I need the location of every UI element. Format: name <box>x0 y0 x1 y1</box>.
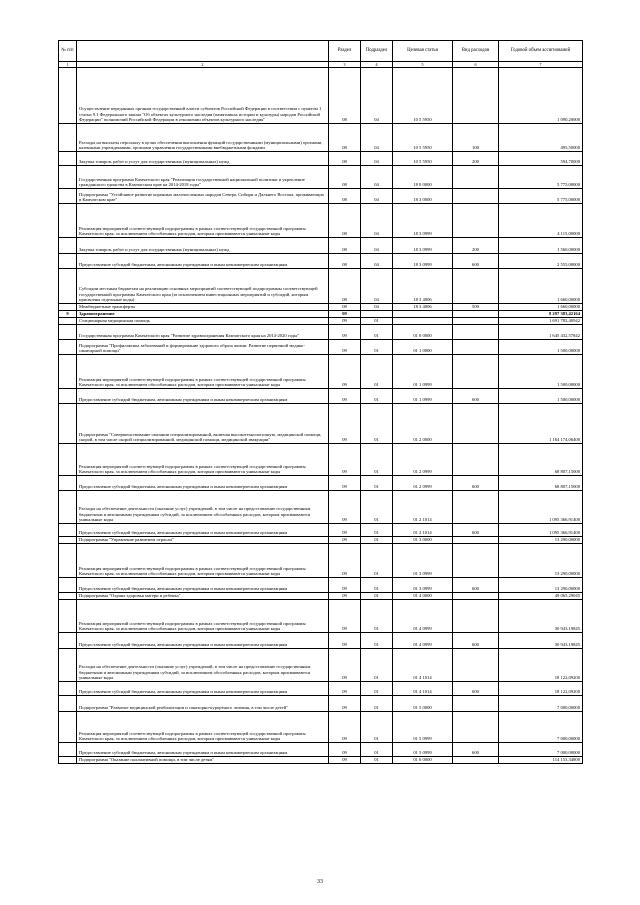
row-name: Расходы на обеспечение деятельности (оказание услуг) учреждений, в том числе на предоставление государственным бюджетным и автономным учреждениям субсидий, за исключением обособленных расходов, которым присваиваются уникальные коды <box>77 649 329 682</box>
table-row <box>59 712 583 743</box>
row-name: Подпрограмма "Охрана здоровья матери и ребенка" <box>77 593 329 600</box>
row-expense-type <box>453 444 499 476</box>
row-amount: 7 000,00000 <box>499 712 583 743</box>
row-razdel: 09 <box>329 537 361 544</box>
row-podrazdel: 01 <box>361 476 393 491</box>
row-target-article: 18 3 0999 <box>393 204 453 238</box>
row-razdel: 09 <box>329 682 361 696</box>
row-podrazdel: 01 <box>361 600 393 633</box>
table-row <box>59 269 583 304</box>
row-number <box>59 189 77 204</box>
row-expense-type <box>453 311 499 318</box>
row-name: Реализация мероприятий соответствующей подпрограммы в рамках соответствующей государственной программы Камчатского края, за исключением обособленных расходов, которым присваиваются уникальные коды <box>77 544 329 578</box>
row-target-article: 01 2 0999 <box>393 444 453 476</box>
row-razdel: 09 <box>329 633 361 649</box>
page-number: 33 <box>317 879 323 885</box>
row-razdel: 09 <box>329 593 361 600</box>
column-index: 3 <box>329 62 361 68</box>
row-target-article: 18 0 0000 <box>393 166 453 189</box>
row-number <box>59 600 77 633</box>
row-amount: 18 122,09200 <box>499 649 583 682</box>
row-razdel: 09 <box>329 318 361 325</box>
row-target-article: 01 1 0999 <box>393 389 453 404</box>
row-target-article: 01 3 0999 <box>393 578 453 593</box>
row-amount: 2 555,00000 <box>499 254 583 269</box>
row-name: Предоставление субсидий бюджетным, автономным учреждениям и иным некоммерческим организациям <box>77 476 329 491</box>
row-expense-type <box>453 649 499 682</box>
row-number <box>59 682 77 696</box>
row-amount: 1 500,00000 <box>499 389 583 404</box>
row-name: Межбюджетные трансферты <box>77 304 329 311</box>
row-name: Реализация мероприятий соответствующей подпрограммы в рамках соответствующей государственной программы Камчатского края, за исключением обособленных расходов, которым присваиваются уникальные коды <box>77 712 329 743</box>
budget-page <box>58 40 582 764</box>
header-podrazdel: Подраздел <box>361 41 393 62</box>
table-row <box>59 124 583 152</box>
column-index: 6 <box>453 62 499 68</box>
row-target-article: 01 1 0999 <box>393 355 453 389</box>
table-row <box>59 600 583 633</box>
row-expense-type <box>453 600 499 633</box>
row-razdel: 09 <box>329 743 361 757</box>
row-amount: 13 290,00000 <box>499 544 583 578</box>
row-amount: 594,70000 <box>499 152 583 166</box>
table-row <box>59 476 583 491</box>
row-name: Подпрограмма "Управление развитием отрасли" <box>77 537 329 544</box>
row-name: Закупка товаров, работ и услуг для государственных (муниципальных) нужд <box>77 152 329 166</box>
row-expense-type: 200 <box>453 238 499 254</box>
row-expense-type: 600 <box>453 389 499 404</box>
row-number: 9 <box>59 311 77 318</box>
row-number <box>59 649 77 682</box>
row-expense-type <box>453 166 499 189</box>
row-number <box>59 355 77 389</box>
row-expense-type: 500 <box>453 304 499 311</box>
table-row <box>59 537 583 544</box>
row-razdel: 08 <box>329 68 361 124</box>
row-podrazdel: 01 <box>361 682 393 696</box>
row-podrazdel: 01 <box>361 318 393 325</box>
row-name: Подпрограмма "Совершенствование оказания специализированной, включая высокотехнологичную, медицинской помощи, скорой, в том числе скорой специализированной, медицинской помощи, медицинской эвакуации" <box>77 404 329 444</box>
header-num: № п/п <box>59 41 77 62</box>
row-expense-type <box>453 404 499 444</box>
table-row <box>59 649 583 682</box>
row-razdel: 09 <box>329 444 361 476</box>
row-number <box>59 712 77 743</box>
row-target-article: 01 6 0000 <box>393 757 453 764</box>
row-amount: 18 122,09200 <box>499 682 583 696</box>
row-razdel: 08 <box>329 124 361 152</box>
row-razdel: 08 <box>329 238 361 254</box>
row-razdel: 09 <box>329 578 361 593</box>
row-amount: 30 943,19845 <box>499 600 583 633</box>
table-row <box>59 544 583 578</box>
row-expense-type <box>453 204 499 238</box>
row-number <box>59 491 77 524</box>
row-expense-type <box>453 355 499 389</box>
header-target-article: Целевая статья <box>393 41 453 62</box>
row-podrazdel: 01 <box>361 649 393 682</box>
row-razdel: 08 <box>329 189 361 204</box>
row-number <box>59 444 77 476</box>
row-name: Расходы на выплаты персоналу в целях обеспечения выполнения функций государственными (муниципальными) органами, казенными учреждениями, органами управления государственными внебюджетными фондами <box>77 124 329 152</box>
row-target-article: 01 2 1014 <box>393 491 453 524</box>
row-name: Подпрограмма "Оказание паллиативной помощи, в том числе детям" <box>77 757 329 764</box>
row-amount: 8 297 383,42164 <box>499 311 583 318</box>
row-podrazdel: 04 <box>361 254 393 269</box>
row-amount: 1 095 366,91400 <box>499 491 583 524</box>
row-podrazdel: 01 <box>361 389 393 404</box>
row-expense-type <box>453 68 499 124</box>
row-expense-type: 600 <box>453 578 499 593</box>
row-amount: 1 645 432,57842 <box>499 325 583 340</box>
table-row <box>59 304 583 311</box>
row-podrazdel: 04 <box>361 68 393 124</box>
row-target-article: 01 2 0999 <box>393 476 453 491</box>
table-row <box>59 318 583 325</box>
row-target-article <box>393 311 453 318</box>
row-expense-type <box>453 318 499 325</box>
row-number <box>59 166 77 189</box>
table-row <box>59 444 583 476</box>
row-podrazdel: 01 <box>361 444 393 476</box>
row-number <box>59 204 77 238</box>
row-podrazdel: 01 <box>361 757 393 764</box>
row-podrazdel: 04 <box>361 189 393 204</box>
row-podrazdel: 01 <box>361 355 393 389</box>
row-target-article: 01 2 1014 <box>393 524 453 537</box>
row-name: Расходы на обеспечение деятельности (оказание услуг) учреждений, в том числе на предоставление государственным бюджетным и автономным учреждениям субсидий, за исключением обособленных расходов, которым присваиваются уникальные коды <box>77 491 329 524</box>
row-razdel: 09 <box>329 649 361 682</box>
row-number <box>59 254 77 269</box>
row-expense-type <box>453 269 499 304</box>
row-expense-type <box>453 491 499 524</box>
table-row <box>59 254 583 269</box>
row-podrazdel: 04 <box>361 152 393 166</box>
row-razdel: 09 <box>329 311 361 318</box>
table-body <box>59 68 583 764</box>
row-target-article: 01 4 0000 <box>393 593 453 600</box>
table-header-row <box>59 41 583 62</box>
row-expense-type <box>453 712 499 743</box>
row-podrazdel: 01 <box>361 537 393 544</box>
table-row <box>59 696 583 712</box>
row-target-article: 18 3 0999 <box>393 254 453 269</box>
table-row <box>59 68 583 124</box>
row-podrazdel: 01 <box>361 404 393 444</box>
row-razdel: 09 <box>329 600 361 633</box>
table-row <box>59 152 583 166</box>
row-amount: 49 065,29045 <box>499 593 583 600</box>
row-number <box>59 152 77 166</box>
row-name: Предоставление субсидий бюджетным, автономным учреждениям и иным некоммерческим организациям <box>77 578 329 593</box>
row-target-article: 01 2 0000 <box>393 404 453 444</box>
row-number <box>59 325 77 340</box>
table-row <box>59 389 583 404</box>
row-razdel: 09 <box>329 476 361 491</box>
row-target-article: 01 0 0000 <box>393 325 453 340</box>
table-row <box>59 340 583 355</box>
row-podrazdel: 01 <box>361 593 393 600</box>
row-target-article: 18 3 0999 <box>393 238 453 254</box>
row-name: Осуществление переданных органам государственной власти субъектов Российской Федерации в соответствии с пунктом 1 статьи 9.1 Федерального закона "Об объектах культурного наследия (памятниках истории и культуры) народов Российской Федерации" полномочий Российской Федерации в отношении объектов культурного наследия" <box>77 68 329 124</box>
row-amount: 1 095 366,91400 <box>499 524 583 537</box>
row-target-article: 10 5 5950 <box>393 152 453 166</box>
row-number <box>59 304 77 311</box>
row-amount: 5 775,00000 <box>499 189 583 204</box>
row-podrazdel: 01 <box>361 578 393 593</box>
row-razdel: 09 <box>329 389 361 404</box>
row-number <box>59 524 77 537</box>
row-podrazdel <box>361 311 393 318</box>
row-target-article <box>393 318 453 325</box>
row-target-article: 01 5 0999 <box>393 743 453 757</box>
row-razdel: 09 <box>329 524 361 537</box>
row-expense-type <box>453 325 499 340</box>
row-number <box>59 404 77 444</box>
row-razdel: 08 <box>329 204 361 238</box>
column-index: 2 <box>77 62 329 68</box>
row-podrazdel: 04 <box>361 204 393 238</box>
row-amount: 68 807,15000 <box>499 476 583 491</box>
row-target-article: 10 5 5950 <box>393 68 453 124</box>
row-name: Предоставление субсидий бюджетным, автономным учреждениям и иным некоммерческим организациям <box>77 743 329 757</box>
row-name: Здравоохранение <box>77 311 329 318</box>
row-expense-type <box>453 696 499 712</box>
column-index: 1 <box>59 62 77 68</box>
row-podrazdel: 01 <box>361 544 393 578</box>
header-razdel: Раздел <box>329 41 361 62</box>
budget-table <box>58 40 583 764</box>
row-razdel: 09 <box>329 712 361 743</box>
row-razdel: 09 <box>329 544 361 578</box>
row-expense-type: 600 <box>453 743 499 757</box>
row-name: Реализация мероприятий соответствующей подпрограммы в рамках соответствующей государственной программы Камчатского края, за исключением обособленных расходов, которым присваиваются уникальные коды <box>77 600 329 633</box>
table-row <box>59 238 583 254</box>
row-amount: 30 943,19845 <box>499 633 583 649</box>
row-expense-type <box>453 537 499 544</box>
row-amount: 13 290,00000 <box>499 578 583 593</box>
row-name: Подпрограмма "Устойчивое развитие коренных малочисленных народов Севера, Сибири и Дальнего Востока, проживающих в Камчатском крае" <box>77 189 329 204</box>
row-number <box>59 578 77 593</box>
header-annual-amount: Годовой объем ассигнований <box>499 41 583 62</box>
row-number <box>59 743 77 757</box>
row-expense-type: 200 <box>453 152 499 166</box>
row-target-article: 01 5 0999 <box>393 712 453 743</box>
row-podrazdel: 04 <box>361 269 393 304</box>
row-name: Государственная программа Камчатского края "Развитие здравоохранения Камчатского края на 2014-2020 годы" <box>77 325 329 340</box>
row-expense-type <box>453 189 499 204</box>
row-target-article: 18 3 4006 <box>393 304 453 311</box>
row-number <box>59 318 77 325</box>
row-razdel: 08 <box>329 304 361 311</box>
row-amount: 1 090,20000 <box>499 68 583 124</box>
table-row <box>59 593 583 600</box>
row-podrazdel: 04 <box>361 238 393 254</box>
row-podrazdel: 01 <box>361 743 393 757</box>
row-amount: 7 000,00000 <box>499 696 583 712</box>
row-podrazdel: 01 <box>361 340 393 355</box>
row-amount: 13 290,00000 <box>499 537 583 544</box>
row-amount: 1 560,00000 <box>499 238 583 254</box>
row-podrazdel: 04 <box>361 166 393 189</box>
header-name <box>77 41 329 62</box>
row-razdel: 09 <box>329 340 361 355</box>
column-index: 7 <box>499 62 583 68</box>
row-razdel: 08 <box>329 152 361 166</box>
row-razdel: 09 <box>329 696 361 712</box>
row-expense-type: 600 <box>453 524 499 537</box>
row-name: Предоставление субсидий бюджетным, автономным учреждениям и иным некоммерческим организациям <box>77 682 329 696</box>
row-target-article: 01 4 1014 <box>393 649 453 682</box>
row-podrazdel: 04 <box>361 124 393 152</box>
table-row <box>59 757 583 764</box>
row-expense-type <box>453 544 499 578</box>
row-expense-type <box>453 340 499 355</box>
row-target-article: 18 3 4006 <box>393 269 453 304</box>
row-amount: 68 807,15000 <box>499 444 583 476</box>
row-podrazdel: 01 <box>361 696 393 712</box>
row-podrazdel: 01 <box>361 491 393 524</box>
table-row <box>59 204 583 238</box>
row-amount: 7 000,00000 <box>499 743 583 757</box>
row-amount: 495,50000 <box>499 124 583 152</box>
row-amount: 1 660,00000 <box>499 269 583 304</box>
table-row <box>59 166 583 189</box>
row-amount: 1 500,00000 <box>499 355 583 389</box>
row-name: Стационарная медицинская помощь <box>77 318 329 325</box>
row-name: Предоставление субсидий бюджетным, автономным учреждениям и иным некоммерческим организациям <box>77 389 329 404</box>
row-name: Реализация мероприятий соответствующей подпрограммы в рамках соответствующей государственной программы Камчатского края, за исключением обособленных расходов, которым присваиваются уникальные коды <box>77 444 329 476</box>
row-number <box>59 124 77 152</box>
row-podrazdel: 01 <box>361 633 393 649</box>
row-amount: 1 691 782,40942 <box>499 318 583 325</box>
row-expense-type: 600 <box>453 633 499 649</box>
row-podrazdel: 01 <box>361 325 393 340</box>
row-razdel: 08 <box>329 166 361 189</box>
row-amount: 114 153,34800 <box>499 757 583 764</box>
row-podrazdel: 04 <box>361 304 393 311</box>
row-name: Реализация мероприятий соответствующей подпрограммы в рамках соответствующей государственной программы Камчатского края, за исключением обособленных расходов, которым присваиваются уникальные коды <box>77 355 329 389</box>
row-razdel: 08 <box>329 269 361 304</box>
row-number <box>59 544 77 578</box>
row-razdel: 09 <box>329 325 361 340</box>
table-row <box>59 355 583 389</box>
row-name: Предоставление субсидий бюджетным, автономным учреждениям и иным некоммерческим организациям <box>77 633 329 649</box>
row-razdel: 09 <box>329 491 361 524</box>
row-target-article: 01 4 0999 <box>393 633 453 649</box>
row-podrazdel: 01 <box>361 524 393 537</box>
row-number <box>59 696 77 712</box>
row-expense-type: 600 <box>453 682 499 696</box>
row-razdel: 08 <box>329 254 361 269</box>
row-amount: 1 500,00000 <box>499 340 583 355</box>
row-name: Подпрограмма "Профилактика заболеваний и формирование здорового образа жизни. Развитие первичной медико-санитарной помощи" <box>77 340 329 355</box>
row-target-article: 01 3 0999 <box>393 544 453 578</box>
header-expense-type: Вид расходов <box>453 41 499 62</box>
row-number <box>59 476 77 491</box>
row-name: Государственная программа Камчатского края "Реализация государственной национальной политики и укрепление гражданского единства в Камчатском крае на 2014-2018 годы" <box>77 166 329 189</box>
row-name: Предоставление субсидий бюджетным, автономным учреждениям и иным некоммерческим организациям <box>77 524 329 537</box>
row-expense-type <box>453 757 499 764</box>
row-target-article: 18 3 0000 <box>393 189 453 204</box>
row-number <box>59 757 77 764</box>
row-amount: 4 115,00000 <box>499 204 583 238</box>
row-name: Предоставление субсидий бюджетным, автономным учреждениям и иным некоммерческим организациям <box>77 254 329 269</box>
row-podrazdel: 01 <box>361 712 393 743</box>
row-number <box>59 238 77 254</box>
row-target-article: 01 1 0000 <box>393 340 453 355</box>
table-row <box>59 404 583 444</box>
row-target-article: 01 5 0000 <box>393 696 453 712</box>
row-number <box>59 633 77 649</box>
table-row <box>59 682 583 696</box>
row-amount: 5 775,00000 <box>499 166 583 189</box>
row-number <box>59 269 77 304</box>
column-index: 5 <box>393 62 453 68</box>
row-razdel: 09 <box>329 355 361 389</box>
table-row <box>59 189 583 204</box>
row-number <box>59 593 77 600</box>
row-number <box>59 537 77 544</box>
row-name: Реализация мероприятий соответствующей подпрограммы в рамках соответствующей государственной программы Камчатского края, за исключением обособленных расходов, которым присваиваются уникальные коды <box>77 204 329 238</box>
row-target-article: 01 4 1014 <box>393 682 453 696</box>
table-row <box>59 491 583 524</box>
column-index: 4 <box>361 62 393 68</box>
row-name: Закупка товаров, работ и услуг для государственных (муниципальных) нужд <box>77 238 329 254</box>
row-razdel: 09 <box>329 404 361 444</box>
table-row <box>59 743 583 757</box>
table-row <box>59 325 583 340</box>
row-expense-type: 100 <box>453 124 499 152</box>
row-expense-type <box>453 593 499 600</box>
table-row <box>59 578 583 593</box>
row-target-article: 10 5 5950 <box>393 124 453 152</box>
table-row <box>59 633 583 649</box>
row-number <box>59 340 77 355</box>
row-expense-type: 600 <box>453 254 499 269</box>
row-number <box>59 389 77 404</box>
row-amount: 1 660,00000 <box>499 304 583 311</box>
row-expense-type: 600 <box>453 476 499 491</box>
row-name: Подпрограмма "Развитие медицинской реабилитации и санаторно-курортного лечения, в том числе детей" <box>77 696 329 712</box>
row-number <box>59 68 77 124</box>
row-razdel: 09 <box>329 757 361 764</box>
table-row <box>59 311 583 318</box>
row-name: Субсидии местным бюджетам на реализацию основных мероприятий соответствующей подпрограммы соответствующей государственной программы Камчатского края (за исключением инвестиционных мероприятий и субсидий, которым присвоены отдельные коды) <box>77 269 329 304</box>
row-target-article: 01 3 0000 <box>393 537 453 544</box>
table-row <box>59 524 583 537</box>
row-amount: 1 164 174,06400 <box>499 404 583 444</box>
row-target-article: 01 4 0999 <box>393 600 453 633</box>
